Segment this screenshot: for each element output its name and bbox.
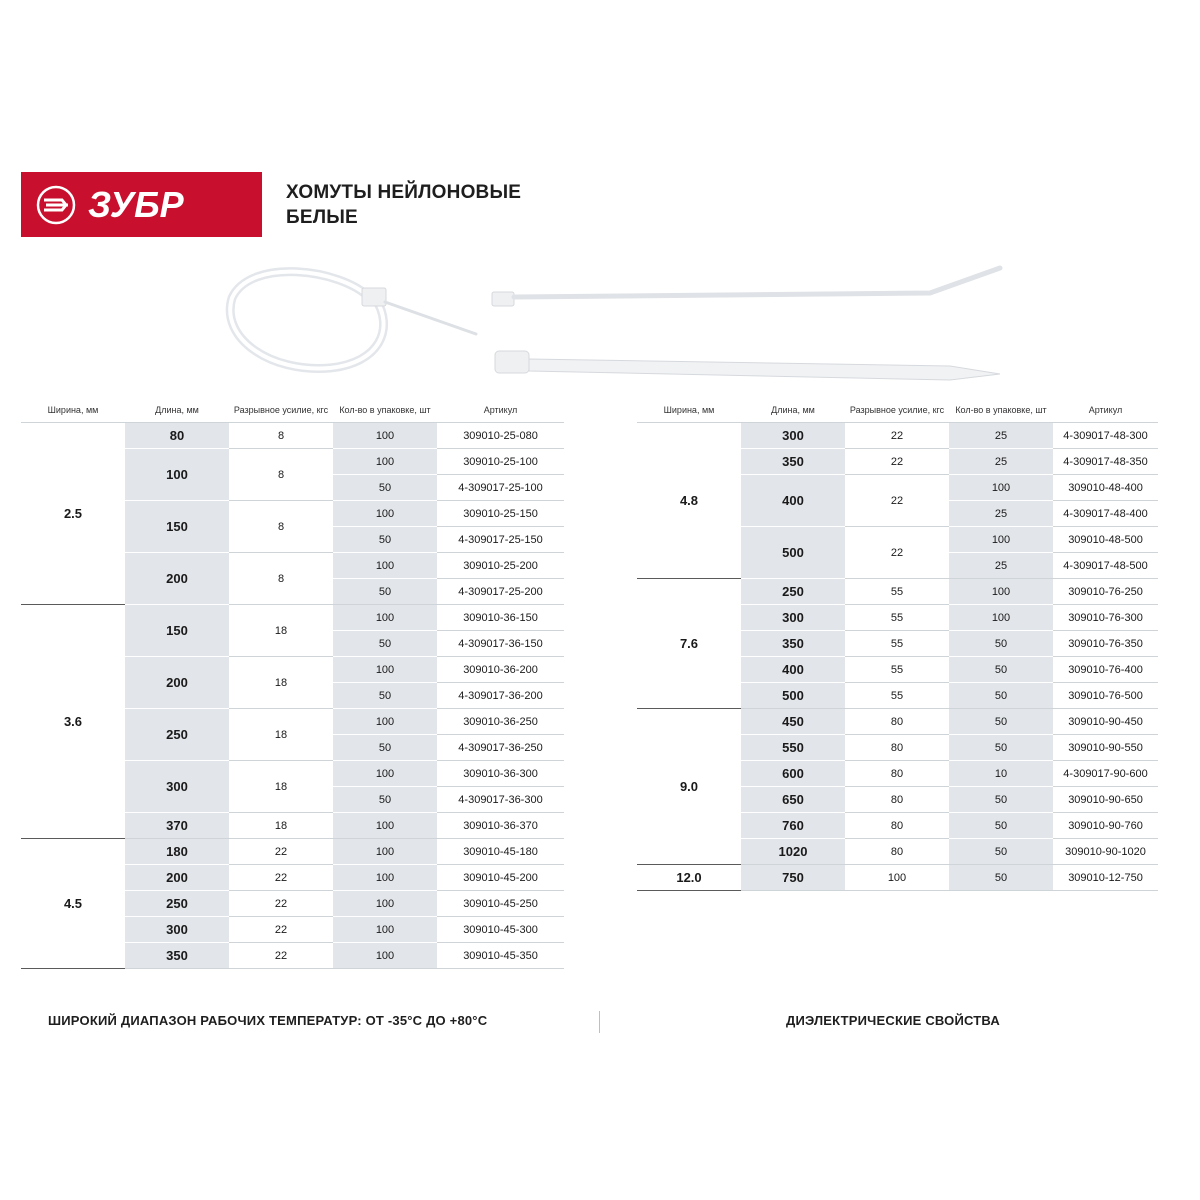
force-cell: 22 (845, 527, 949, 579)
qty-cell: 100 (333, 865, 437, 891)
col-header-length: Длина, мм (155, 405, 199, 415)
article-cell: 309010-90-550 (1053, 735, 1158, 761)
force-cell: 18 (229, 761, 333, 813)
force-cell: 18 (229, 709, 333, 761)
width-cell: 2.5 (21, 423, 125, 605)
qty-cell: 100 (333, 917, 437, 943)
qty-cell: 25 (949, 423, 1053, 449)
length-cell: 500 (741, 683, 845, 709)
article-cell: 4-309017-48-500 (1053, 553, 1158, 579)
length-cell: 1020 (741, 839, 845, 865)
article-cell: 309010-45-250 (437, 891, 564, 917)
force-cell: 55 (845, 657, 949, 683)
article-cell: 309010-36-200 (437, 657, 564, 683)
force-cell: 22 (845, 449, 949, 475)
force-cell: 8 (229, 449, 333, 501)
qty-cell: 50 (333, 631, 437, 657)
length-cell: 80 (125, 423, 229, 449)
qty-cell: 10 (949, 761, 1053, 787)
article-cell: 4-309017-48-300 (1053, 423, 1158, 449)
table-row (637, 709, 1158, 735)
article-cell: 309010-25-150 (437, 501, 564, 527)
article-cell: 309010-76-300 (1053, 605, 1158, 631)
table-row (637, 579, 1158, 605)
force-cell: 80 (845, 813, 949, 839)
article-cell: 309010-45-300 (437, 917, 564, 943)
force-cell: 80 (845, 761, 949, 787)
length-cell: 150 (125, 605, 229, 657)
qty-cell: 100 (333, 657, 437, 683)
qty-cell: 100 (333, 605, 437, 631)
force-cell: 55 (845, 631, 949, 657)
qty-cell: 50 (333, 475, 437, 501)
force-cell: 18 (229, 813, 333, 839)
article-cell: 309010-12-750 (1053, 865, 1158, 891)
qty-cell: 100 (333, 501, 437, 527)
qty-cell: 25 (949, 553, 1053, 579)
feature-dielectric: ДИЭЛЕКТРИЧЕСКИЕ СВОЙСТВА (786, 1013, 1000, 1028)
brand-name: ЗУБР (87, 183, 184, 225)
qty-cell: 50 (333, 579, 437, 605)
article-cell: 4-309017-48-400 (1053, 501, 1158, 527)
force-cell: 8 (229, 553, 333, 605)
qty-cell: 50 (949, 839, 1053, 865)
length-cell: 300 (125, 761, 229, 813)
article-cell: 309010-36-300 (437, 761, 564, 787)
qty-cell: 50 (333, 683, 437, 709)
force-cell: 22 (229, 943, 333, 969)
length-cell: 350 (741, 449, 845, 475)
length-cell: 650 (741, 787, 845, 813)
width-cell: 4.5 (21, 839, 125, 969)
length-cell: 400 (741, 475, 845, 527)
col-header-width: Ширина, мм (663, 405, 715, 415)
force-cell: 18 (229, 605, 333, 657)
length-cell: 200 (125, 553, 229, 605)
col-header-article: Артикул (1088, 405, 1123, 415)
spec-table-right (637, 398, 1158, 891)
qty-cell: 100 (949, 475, 1053, 501)
product-title (286, 180, 521, 230)
thin-cable-tie-icon (492, 268, 1000, 306)
length-cell: 500 (741, 527, 845, 579)
qty-cell: 100 (333, 943, 437, 969)
length-cell: 250 (741, 579, 845, 605)
force-cell: 22 (229, 891, 333, 917)
table-row (21, 423, 564, 449)
force-cell: 80 (845, 839, 949, 865)
length-cell: 300 (125, 917, 229, 943)
article-cell: 309010-76-250 (1053, 579, 1158, 605)
looped-cable-tie-icon (230, 272, 476, 369)
qty-cell: 50 (949, 683, 1053, 709)
cable-ties-illustration (220, 258, 1010, 388)
article-cell: 4-309017-90-600 (1053, 761, 1158, 787)
force-cell: 22 (229, 865, 333, 891)
table-row (21, 605, 564, 631)
width-cell: 3.6 (21, 605, 125, 839)
col-header-force: Разрывное усилие, кгс (849, 405, 945, 415)
article-cell: 4-309017-36-250 (437, 735, 564, 761)
width-cell: 7.6 (637, 579, 741, 709)
qty-cell: 50 (949, 787, 1053, 813)
length-cell: 760 (741, 813, 845, 839)
article-cell: 309010-36-150 (437, 605, 564, 631)
length-cell: 300 (741, 423, 845, 449)
feature-temperature: ШИРОКИЙ ДИАПАЗОН РАБОЧИХ ТЕМПЕРАТУР: ОТ -35°С ДО +80°С (48, 1013, 488, 1028)
length-cell: 750 (741, 865, 845, 891)
force-cell: 18 (229, 657, 333, 709)
qty-cell: 100 (333, 761, 437, 787)
length-cell: 350 (125, 943, 229, 969)
force-cell: 80 (845, 735, 949, 761)
article-cell: 309010-25-100 (437, 449, 564, 475)
article-cell: 309010-90-650 (1053, 787, 1158, 813)
feature-divider (599, 1011, 600, 1033)
qty-cell: 50 (333, 527, 437, 553)
force-cell: 55 (845, 579, 949, 605)
length-cell: 180 (125, 839, 229, 865)
table-row (637, 423, 1158, 449)
col-header-length: Длина, мм (771, 405, 815, 415)
article-cell: 309010-76-400 (1053, 657, 1158, 683)
article-cell: 309010-90-1020 (1053, 839, 1158, 865)
article-cell: 4-309017-36-200 (437, 683, 564, 709)
article-cell: 4-309017-36-300 (437, 787, 564, 813)
length-cell: 450 (741, 709, 845, 735)
table-row (637, 865, 1158, 891)
wide-cable-tie-icon (495, 351, 1000, 380)
force-cell: 55 (845, 605, 949, 631)
article-cell: 309010-45-200 (437, 865, 564, 891)
qty-cell: 50 (949, 813, 1053, 839)
width-cell: 9.0 (637, 709, 741, 865)
col-header-qty: Кол-во в упаковке, шт (339, 405, 431, 415)
qty-cell: 25 (949, 449, 1053, 475)
article-cell: 309010-25-200 (437, 553, 564, 579)
article-cell: 4-309017-48-350 (1053, 449, 1158, 475)
article-cell: 4-309017-36-150 (437, 631, 564, 657)
article-cell: 309010-90-450 (1053, 709, 1158, 735)
length-cell: 200 (125, 657, 229, 709)
spec-table-left (21, 398, 564, 969)
force-cell: 55 (845, 683, 949, 709)
article-cell: 309010-76-350 (1053, 631, 1158, 657)
article-cell: 309010-45-180 (437, 839, 564, 865)
qty-cell: 50 (949, 865, 1053, 891)
length-cell: 600 (741, 761, 845, 787)
col-header-force: Разрывное усилие, кгс (233, 405, 329, 415)
qty-cell: 50 (333, 735, 437, 761)
brand-logo (21, 172, 262, 237)
title-line-2: БЕЛЫЕ (286, 207, 358, 228)
force-cell: 8 (229, 423, 333, 449)
length-cell: 250 (125, 709, 229, 761)
col-header-qty: Кол-во в упаковке, шт (955, 405, 1047, 415)
article-cell: 309010-48-400 (1053, 475, 1158, 501)
qty-cell: 50 (949, 657, 1053, 683)
qty-cell: 100 (333, 553, 437, 579)
article-cell: 309010-76-500 (1053, 683, 1158, 709)
qty-cell: 50 (949, 709, 1053, 735)
force-cell: 100 (845, 865, 949, 891)
force-cell: 8 (229, 501, 333, 553)
force-cell: 80 (845, 709, 949, 735)
article-cell: 309010-90-760 (1053, 813, 1158, 839)
length-cell: 250 (125, 891, 229, 917)
zubr-logo-icon (32, 180, 252, 230)
length-cell: 400 (741, 657, 845, 683)
force-cell: 22 (845, 423, 949, 449)
qty-cell: 25 (949, 501, 1053, 527)
force-cell: 22 (229, 917, 333, 943)
width-cell: 4.8 (637, 423, 741, 579)
length-cell: 550 (741, 735, 845, 761)
article-cell: 309010-25-080 (437, 423, 564, 449)
col-header-width: Ширина, мм (47, 405, 99, 415)
qty-cell: 100 (333, 813, 437, 839)
qty-cell: 100 (949, 579, 1053, 605)
qty-cell: 100 (333, 709, 437, 735)
length-cell: 100 (125, 449, 229, 501)
article-cell: 309010-36-370 (437, 813, 564, 839)
force-cell: 80 (845, 787, 949, 813)
article-cell: 309010-48-500 (1053, 527, 1158, 553)
article-cell: 309010-45-350 (437, 943, 564, 969)
title-line-1: ХОМУТЫ НЕЙЛОНОВЫЕ (286, 182, 522, 203)
length-cell: 200 (125, 865, 229, 891)
qty-cell: 100 (333, 839, 437, 865)
qty-cell: 100 (333, 449, 437, 475)
length-cell: 350 (741, 631, 845, 657)
width-cell: 12.0 (637, 865, 741, 891)
article-cell: 4-309017-25-150 (437, 527, 564, 553)
qty-cell: 100 (333, 891, 437, 917)
length-cell: 370 (125, 813, 229, 839)
col-header-article: Артикул (483, 405, 518, 415)
table-row (21, 839, 564, 865)
qty-cell: 50 (333, 787, 437, 813)
qty-cell: 50 (949, 631, 1053, 657)
length-cell: 150 (125, 501, 229, 553)
article-cell: 309010-36-250 (437, 709, 564, 735)
qty-cell: 100 (333, 423, 437, 449)
force-cell: 22 (845, 475, 949, 527)
qty-cell: 50 (949, 735, 1053, 761)
length-cell: 300 (741, 605, 845, 631)
qty-cell: 100 (949, 605, 1053, 631)
article-cell: 4-309017-25-100 (437, 475, 564, 501)
force-cell: 22 (229, 839, 333, 865)
qty-cell: 100 (949, 527, 1053, 553)
article-cell: 4-309017-25-200 (437, 579, 564, 605)
